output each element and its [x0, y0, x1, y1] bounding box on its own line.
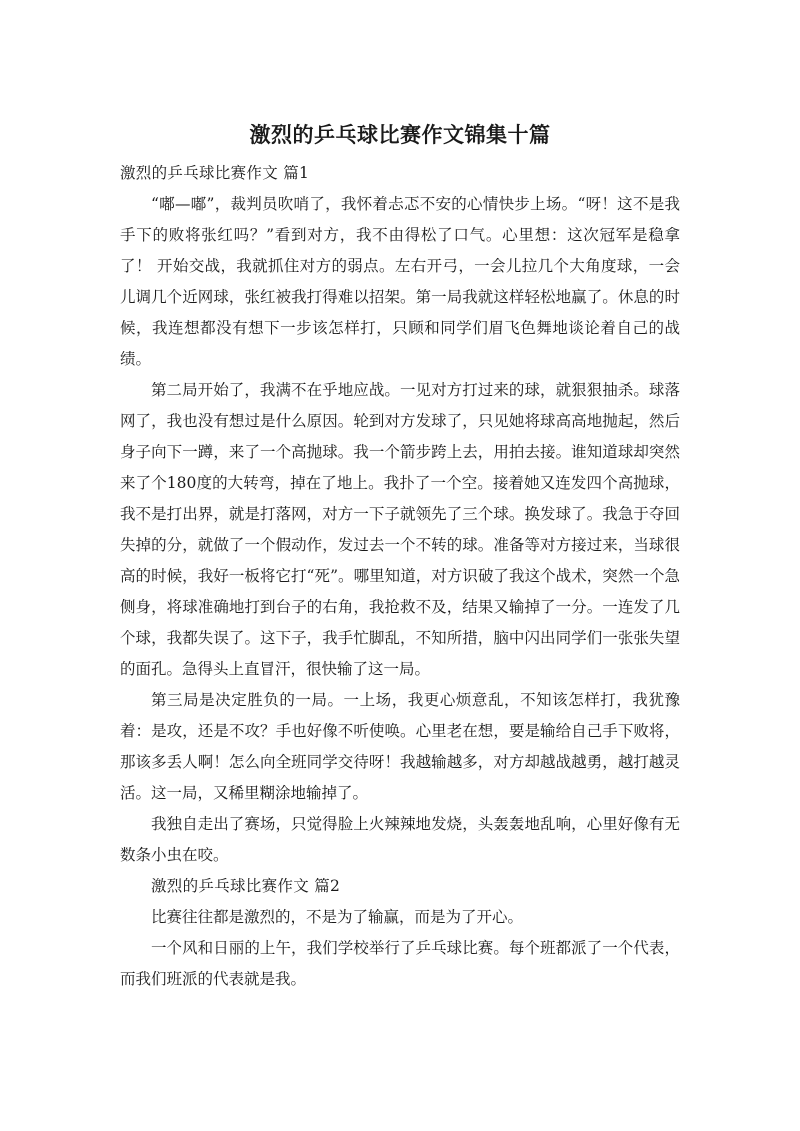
section-heading-2: 激烈的乒乓球比赛作文 篇2 — [151, 877, 341, 895]
body-paragraph: 比赛往往都是激烈的，不是为了输赢，而是为了开心。 — [151, 908, 524, 926]
body-paragraph: “嘟—嘟”，裁判员吹哨了，我怀着忐忑不安的心情快步上场。“呀！这不是我手下的败将张红吗？”看到对方，我不由得松了口气。心里想：这次冠军是稳拿了！ 开始交战，我就抓住对方的弱点。左右开弓，一会儿拉几个大角度球，一会儿调几个近网球，张红被我打得难以招架。第一局我就这样轻松地赢了。休息的时候，我连想都没有想下一步该怎样打，只顾和同学们眉飞色舞地谈论着自己的战绩。 — [120, 195, 680, 368]
body-paragraph: 第三局是决定胜负的一局。一上场，我更心烦意乱，不知该怎样打，我犹豫着：是攻，还是不攻？手也好像不听使唤。心里老在想，要是输给自己手下败将，那该多丢人啊！怎么向全班同学交待呀！我越输越多，对方却越战越勇，越打越灵活。这一局，又稀里糊涂地输掉了。 — [120, 691, 680, 802]
body-paragraph: 一个风和日丽的上午，我们学校举行了乒乓球比赛。每个班都派了一个代表，而我们班派的代表就是我。 — [120, 939, 680, 988]
body-paragraph: 第二局开始了，我满不在乎地应战。一见对方打过来的球，就狠狠抽杀。球落网了，我也没有想过是什么原因。轮到对方发球了，只见她将球高高地抛起，然后身子向下一蹲，来了一个高抛球。我一个箭步跨上去，用拍去接。谁知道球却突然来了个180度的大转弯，掉在了地上。我扑了一个空。接着她又连发四个高抛球，我不是打出界，就是打落网，对方一下子就领先了三个球。换发球了。我急于夺回失掉的分，就做了一个假动作，发过去一个不转的球。准备等对方接过来，当球很高的时候，我好一板将它打“死”。哪里知道，对方识破了我这个战术，突然一个急侧身，将球准确地打到台子的右角，我抢救不及，结果又输掉了一分。一连发了几个球，我都失误了。这下子，我手忙脚乱，不知所措，脑中闪出同学们一张张失望的面孔。急得头上直冒汗，很快输了这一局。 — [120, 381, 680, 678]
document-title: 激烈的乒乓球比赛作文锦集十篇 — [249, 123, 551, 147]
body-paragraph: 我独自走出了赛场，只觉得脸上火辣辣地发烧，头轰轰地乱响，心里好像有无数条小虫在咬。 — [120, 815, 680, 864]
document-body — [120, 158, 680, 995]
section-heading-1: 激烈的乒乓球比赛作文 篇1 — [120, 164, 310, 182]
